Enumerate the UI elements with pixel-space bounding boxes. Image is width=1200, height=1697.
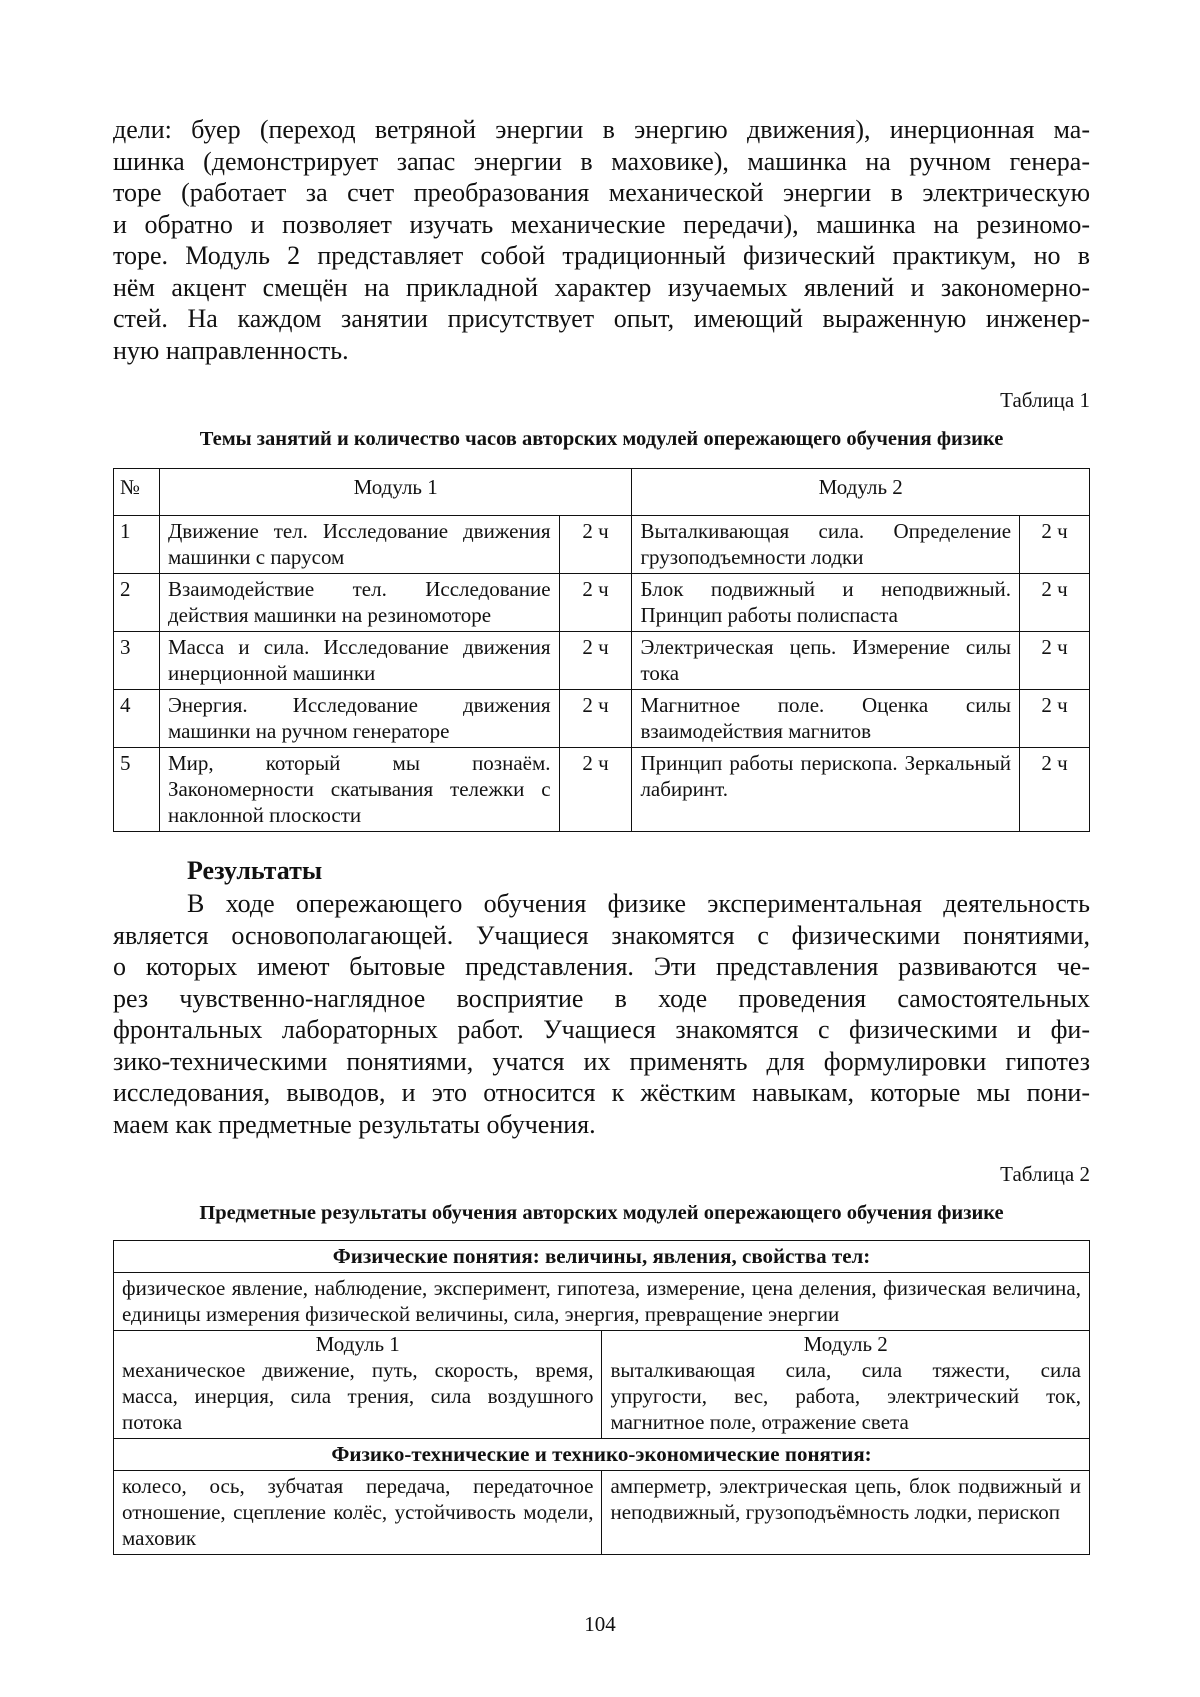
module2-hours: 2 ч	[1020, 632, 1090, 690]
intro-paragraph	[113, 114, 1090, 366]
table-row	[114, 632, 1090, 690]
module1-hours: 2 ч	[559, 632, 632, 690]
results-paragraph	[113, 888, 1090, 1140]
section1-module1: механическое движение, путь, скорость, время, масса, инерция, сила трения, сила воздушного потока	[122, 1358, 594, 1434]
section1-module2: выталкивающая сила, сила тяжести, сила упругости, вес, работа, электрический ток, магнитное поле, отражение света	[610, 1358, 1081, 1434]
module1-topic: Движение тел. Исследование движения машинки с парусом	[159, 516, 559, 574]
text-line: нём акцент смещён на прикладной характер изучаемых явлений и закономерно-	[113, 272, 1090, 302]
module1-label: Модуль 1	[315, 1332, 400, 1356]
text-line: шинка (демонстрирует запас энергии в маховике), машинка на ручном генера-	[113, 146, 1090, 176]
text-line: фронтальных лабораторных работ. Учащиеся знакомятся с физическими и фи-	[113, 1015, 1090, 1044]
section2-module1: колесо, ось, зубчатая передача, передаточное отношение, сцепление колёс, устойчивость модели, маховик	[114, 1471, 602, 1555]
module2-label: Модуль 2	[803, 1332, 888, 1356]
num-header: №	[114, 469, 160, 516]
text-line: В ходе опережающего обучения физике экспериментальная деятельность	[187, 889, 1090, 918]
module2-hours: 2 ч	[1020, 690, 1090, 748]
module2-hours: 2 ч	[1020, 574, 1090, 632]
text-line: стей. На каждом занятии присутствует опыт, имеющий выраженную инженер-	[113, 304, 1090, 333]
table-row	[114, 516, 1090, 574]
table-row	[114, 748, 1090, 832]
table-row	[114, 690, 1090, 748]
text-line: рез чувственно-наглядное восприятие в ходе проведения самостоятельных	[113, 983, 1090, 1013]
table1-header-row	[114, 469, 1090, 516]
row-number: 4	[114, 690, 160, 748]
text-line: является основополагающей. Учащиеся знакомятся с физическими понятиями,	[113, 920, 1090, 950]
module1-topic: Масса и сила. Исследование движения инерционной машинки	[159, 632, 559, 690]
module1-hours: 2 ч	[559, 516, 632, 574]
text-line: исследования, выводов, и это относится к жёстким навыкам, которые мы пони-	[113, 1078, 1090, 1107]
text-line: маем как предметные результаты обучения.	[113, 1109, 596, 1139]
section1-title: Физические понятия: величины, явления, свойства тел:	[114, 1241, 1090, 1273]
module1-hours: 2 ч	[559, 748, 632, 832]
module2-hours: 2 ч	[1020, 516, 1090, 574]
module2-topic: Принцип работы перископа. Зеркальный лабиринт.	[632, 748, 1020, 832]
module2-topic: Выталкивающая сила. Определение грузоподъемности лодки	[632, 516, 1020, 574]
text-line: торе (работает за счет преобразования механической энергии в электрическую	[113, 178, 1090, 207]
text-line: дели: буер (переход ветряной энергии в энергию движения), инерционная ма-	[113, 115, 1090, 144]
section2-title: Физико-технические и технико-экономические понятия:	[114, 1439, 1090, 1471]
section1-common: физическое явление, наблюдение, эксперимент, гипотеза, измерение, цена деления, физическая величина, единицы измерения физической величины, сила, энергия, превращение энергии	[114, 1273, 1090, 1331]
module2-topic: Блок подвижный и неподвижный. Принцип работы полиспаста	[632, 574, 1020, 632]
text-line: торе. Модуль 2 представляет собой традиционный физический практикум, но в	[113, 241, 1090, 270]
module1-topic: Мир, который мы познаём. Закономерности скатывания тележки с наклонной плоскости	[159, 748, 559, 832]
table2-caption: Предметные результаты обучения авторских модулей опережающего обучения физике	[199, 1202, 1004, 1224]
row-number: 1	[114, 516, 160, 574]
table-row	[114, 574, 1090, 632]
module2-topic: Электрическая цепь. Измерение силы тока	[632, 632, 1020, 690]
module2-topic: Магнитное поле. Оценка силы взаимодействия магнитов	[632, 690, 1020, 748]
module1-topic: Энергия. Исследование движения машинки на ручном генераторе	[159, 690, 559, 748]
row-number: 2	[114, 574, 160, 632]
row-number: 3	[114, 632, 160, 690]
text-line: зико-техническими понятиями, учатся их применять для формулировки гипотез	[113, 1046, 1090, 1076]
table2	[113, 1240, 1090, 1555]
table1-label: Таблица 1	[1000, 388, 1090, 412]
table1	[113, 468, 1090, 832]
module1-hours: 2 ч	[559, 690, 632, 748]
module1-hours: 2 ч	[559, 574, 632, 632]
text-line: и обратно и позволяет изучать механические передачи), машинка на резиномо-	[113, 209, 1090, 239]
text-line: ную направленность.	[113, 335, 349, 365]
module2-header: Модуль 2	[632, 469, 1090, 516]
text-line: о которых имеют бытовые представления. Эти представления развиваются че-	[113, 952, 1090, 981]
results-heading: Результаты	[187, 856, 323, 885]
table1-caption: Темы занятий и количество часов авторских модулей опережающего обучения физике	[199, 428, 1004, 450]
module1-header: Модуль 1	[159, 469, 631, 516]
row-number: 5	[114, 748, 160, 832]
module2-hours: 2 ч	[1020, 748, 1090, 832]
module1-topic: Взаимодействие тел. Исследование действия машинки на резиномоторе	[159, 574, 559, 632]
page-number: 104	[584, 1612, 616, 1636]
section2-module2: амперметр, электрическая цепь, блок подвижный и неподвижный, грузоподъёмность лодки, перископ	[602, 1471, 1090, 1555]
table2-label: Таблица 2	[1000, 1162, 1090, 1186]
